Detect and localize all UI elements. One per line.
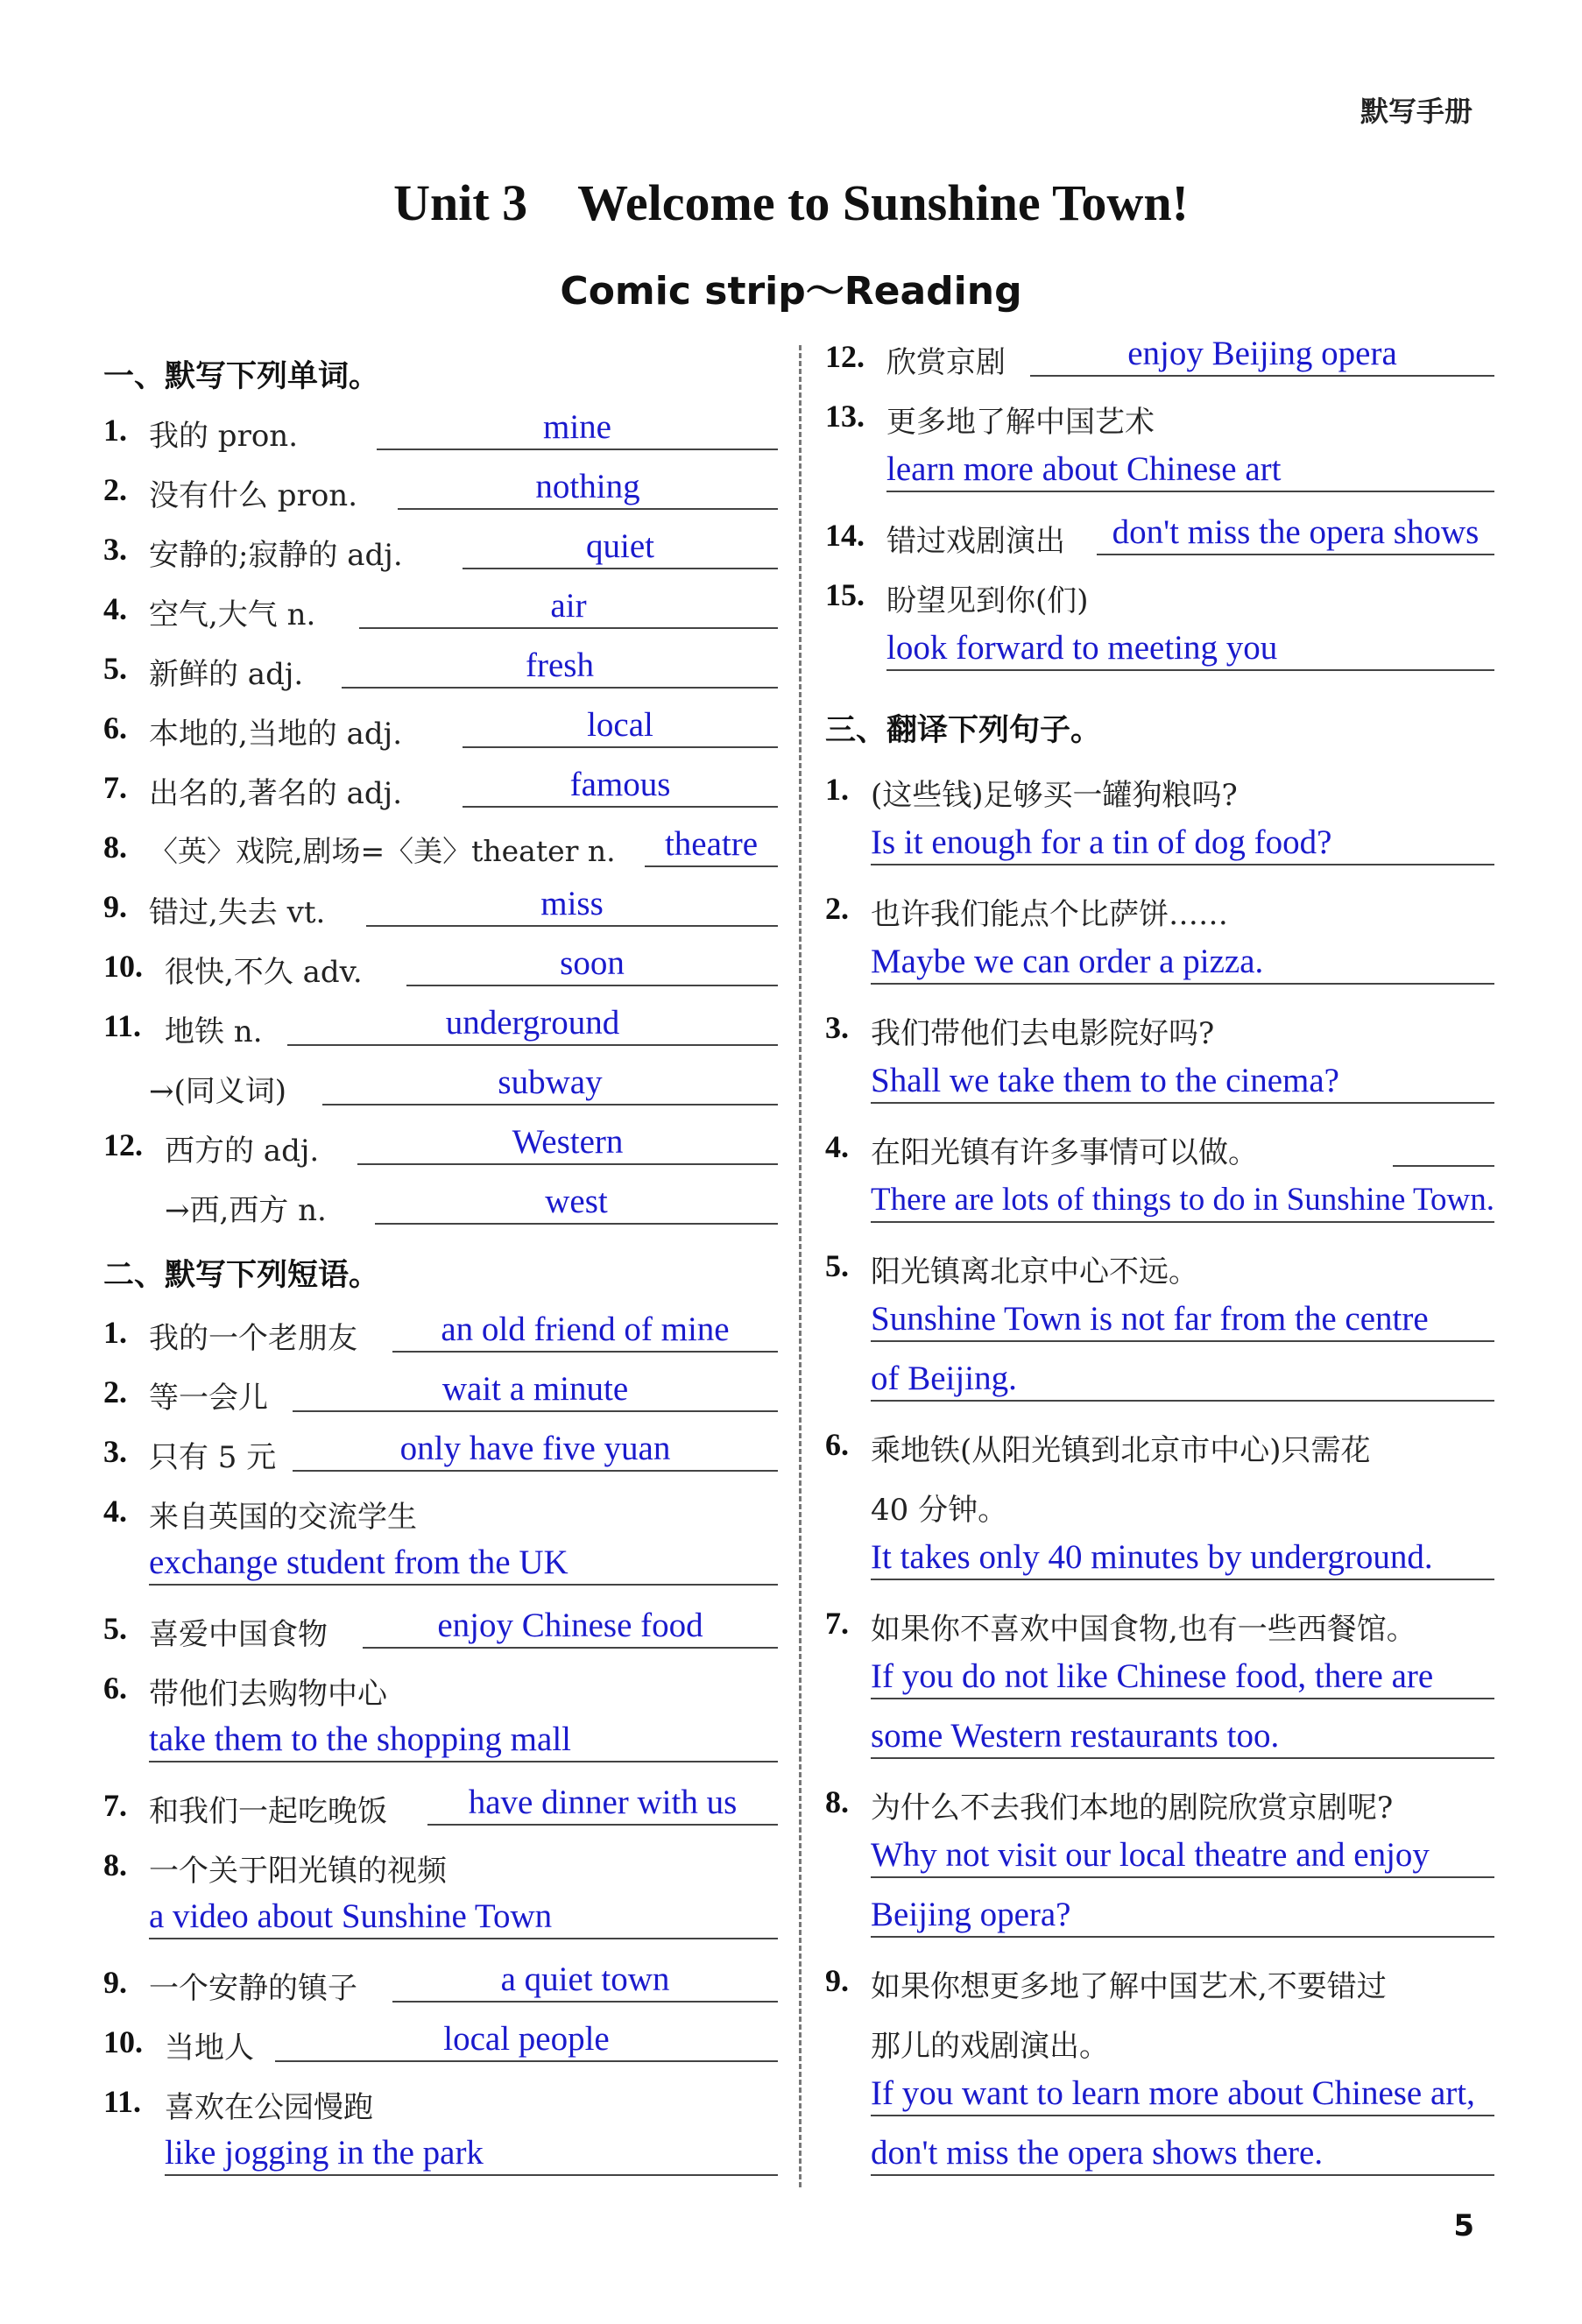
answer-line[interactable]: If you do not like Chinese food, there are [871,1656,1494,1699]
item-prompt: 和我们一起吃晚饭 [149,1794,387,1829]
answer-line[interactable]: learn more about Chinese art [886,449,1494,492]
item-number: 4. [825,1129,849,1164]
answer-line[interactable]: like jogging in the park [165,2132,778,2176]
answer-line[interactable]: of Beijing. [871,1358,1494,1402]
answer-line[interactable]: enjoy Chinese food [363,1605,778,1649]
item-prompt: 一个安静的镇子 [149,1971,357,2006]
item-number: 8. [825,1784,849,1819]
page-number: 5 [1453,2208,1474,2243]
item-prompt-cont: 40 分钟。 [871,1493,1008,1528]
item-prompt: 也许我们能点个比萨饼…… [871,897,1228,932]
answer-line[interactable]: a video about Sunshine Town [149,1896,778,1939]
answer-line[interactable]: Is it enough for a tin of dog food? [871,822,1494,865]
item-prompt: 空气,大气 n. [149,597,316,632]
answer-line[interactable]: mine [377,406,778,450]
answer-line[interactable]: theatre [645,823,778,867]
item-number: 6. [103,1671,127,1706]
item-number: 12. [825,339,865,374]
item-prompt: 我的一个老朋友 [149,1321,357,1356]
item-number: 2. [103,472,127,507]
item-prompt: →西,西方 n. [165,1193,327,1228]
item-number: 9. [103,889,127,924]
answer-line[interactable]: don't miss the opera shows there. [871,2132,1494,2176]
item-prompt: 盼望见到你(们) [886,583,1089,618]
item-number: 2. [825,891,849,926]
workbook-page [26,26,1556,2298]
item-prompt: 欣赏京剧 [886,345,1006,380]
answer-line[interactable]: It takes only 40 minutes by underground. [871,1536,1494,1580]
answer-line[interactable]: famous [463,764,778,808]
answer-line[interactable]: wait a minute [293,1368,778,1412]
item-prompt: (这些钱)足够买一罐狗粮吗? [871,778,1238,813]
item-prompt: 一个关于阳光镇的视频 [149,1854,447,1889]
item-number: 5. [103,651,127,686]
item-prompt: 没有什么 pron. [149,478,357,513]
item-prompt: 如果你想更多地了解中国艺术,不要错过 [871,1969,1387,2004]
item-number: 6. [825,1427,849,1462]
item-prompt: 西方的 adj. [165,1134,320,1169]
item-number: 2. [103,1374,127,1409]
item-prompt: 出名的,著名的 adj. [149,776,402,811]
section-heading-words: 一、默写下列单词。 [103,359,380,394]
answer-line[interactable]: miss [366,883,778,927]
item-prompt: 新鲜的 adj. [149,657,304,692]
column-divider [799,345,802,2187]
answer-line[interactable]: look forward to meeting you [886,627,1494,671]
item-number: 3. [103,532,127,567]
item-number: 10. [103,2024,143,2059]
answer-line[interactable]: don't miss the opera shows [1097,512,1494,555]
item-prompt: 当地人 [165,2031,254,2066]
item-number: 10. [103,949,143,984]
item-number: 1. [103,413,127,448]
item-number: 7. [103,1788,127,1823]
answer-line[interactable]: nothing [398,466,778,510]
answer-line[interactable]: soon [406,943,778,986]
answer-line[interactable]: air [359,585,778,629]
item-number: 7. [825,1606,849,1641]
item-number: 3. [103,1434,127,1469]
answer-line[interactable]: take them to the shopping mall [149,1719,778,1762]
item-prompt: 喜欢在公园慢跑 [165,2090,373,2125]
item-prompt: 喜爱中国食物 [149,1617,328,1652]
item-number: 3. [825,1010,849,1045]
item-number: 1. [103,1315,127,1350]
answer-line[interactable]: have dinner with us [427,1782,778,1826]
header-label: 默写手册 [1360,95,1473,128]
item-number: 12. [103,1127,143,1162]
item-number: 6. [103,710,127,745]
item-number: 5. [103,1611,127,1646]
item-prompt: 来自英国的交流学生 [149,1500,417,1535]
item-prompt: 〈英〉戏院,剧场=〈美〉theater n. [149,834,616,868]
item-prompt: 地铁 n. [165,1014,263,1049]
item-prompt: 等一会儿 [149,1381,268,1416]
item-prompt: 阳光镇离北京中心不远。 [871,1254,1198,1289]
item-prompt: 只有 5 元 [149,1440,277,1475]
item-prompt: 错过戏剧演出 [886,524,1065,559]
answer-line[interactable]: Shall we take them to the cinema? [871,1060,1494,1104]
item-number: 9. [103,1965,127,2000]
section-heading-sentences: 三、翻译下列句子。 [825,713,1102,748]
answer-line[interactable]: quiet [463,526,778,569]
section-subtitle: Comic strip～Reading [560,269,1022,314]
item-number: 4. [103,591,127,626]
answer-line[interactable]: some Western restaurants too. [871,1715,1494,1759]
answer-line[interactable]: underground [287,1002,778,1046]
item-number: 13. [825,399,865,434]
answer-line[interactable]: subway [322,1062,778,1105]
item-prompt: 我们带他们去电影院好吗? [871,1016,1215,1051]
answer-line[interactable]: fresh [342,645,778,689]
item-prompt: →(同义词) [149,1074,287,1109]
item-prompt: 带他们去购物中心 [149,1677,387,1712]
item-prompt: 本地的,当地的 adj. [149,717,402,752]
answer-line[interactable]: only have five yuan [293,1428,778,1472]
item-prompt: 乘地铁(从阳光镇到北京市中心)只需花 [871,1433,1371,1468]
answer-line[interactable]: west [375,1181,778,1225]
answer-line[interactable]: Western [357,1121,778,1165]
answer-line[interactable]: an old friend of mine [392,1309,778,1353]
item-number: 4. [103,1494,127,1529]
item-number: 8. [103,830,127,865]
answer-line[interactable]: local people [275,2018,778,2062]
answer-line[interactable]: Maybe we can order a pizza. [871,941,1494,985]
answer-line[interactable]: a quiet town [392,1959,778,2003]
item-prompt-cont: 那儿的戏剧演出。 [871,2029,1109,2064]
item-number: 14. [825,518,865,553]
unit-title: Unit 3 Welcome to Sunshine Town! [393,174,1189,231]
answer-line[interactable]: Sunshine Town is not far from the centre [871,1298,1494,1342]
item-number: 9. [825,1963,849,1998]
item-prompt: 如果你不喜欢中国食物,也有一些西餐馆。 [871,1612,1416,1647]
answer-line[interactable]: enjoy Beijing opera [1030,333,1494,377]
answer-line[interactable]: If you want to learn more about Chinese art, [871,2073,1494,2116]
answer-line[interactable]: exchange student from the UK [149,1542,778,1586]
item-number: 7. [103,770,127,805]
blank-line [1393,1165,1494,1167]
item-number: 11. [103,1008,142,1043]
answer-line[interactable]: There are lots of things to do in Sunshine Town. [871,1179,1494,1223]
item-number: 5. [825,1248,849,1283]
answer-line[interactable]: Why not visit our local theatre and enjoy [871,1834,1494,1878]
item-prompt: 我的 pron. [149,419,298,454]
item-prompt: 为什么不去我们本地的剧院欣赏京剧呢? [871,1791,1394,1826]
item-number: 11. [103,2084,142,2119]
section-heading-phrases: 二、默写下列短语。 [103,1258,380,1293]
answer-line[interactable]: Beijing opera? [871,1894,1494,1938]
item-prompt: 错过,失去 vt. [149,895,326,930]
item-prompt: 安静的;寂静的 adj. [149,538,403,573]
item-number: 15. [825,577,865,612]
answer-line[interactable]: local [463,704,778,748]
item-prompt: 更多地了解中国艺术 [886,405,1155,440]
item-number: 1. [825,772,849,807]
item-number: 8. [103,1847,127,1883]
item-prompt: 在阳光镇有许多事情可以做。 [871,1135,1258,1170]
item-prompt: 很快,不久 adv. [165,955,363,990]
